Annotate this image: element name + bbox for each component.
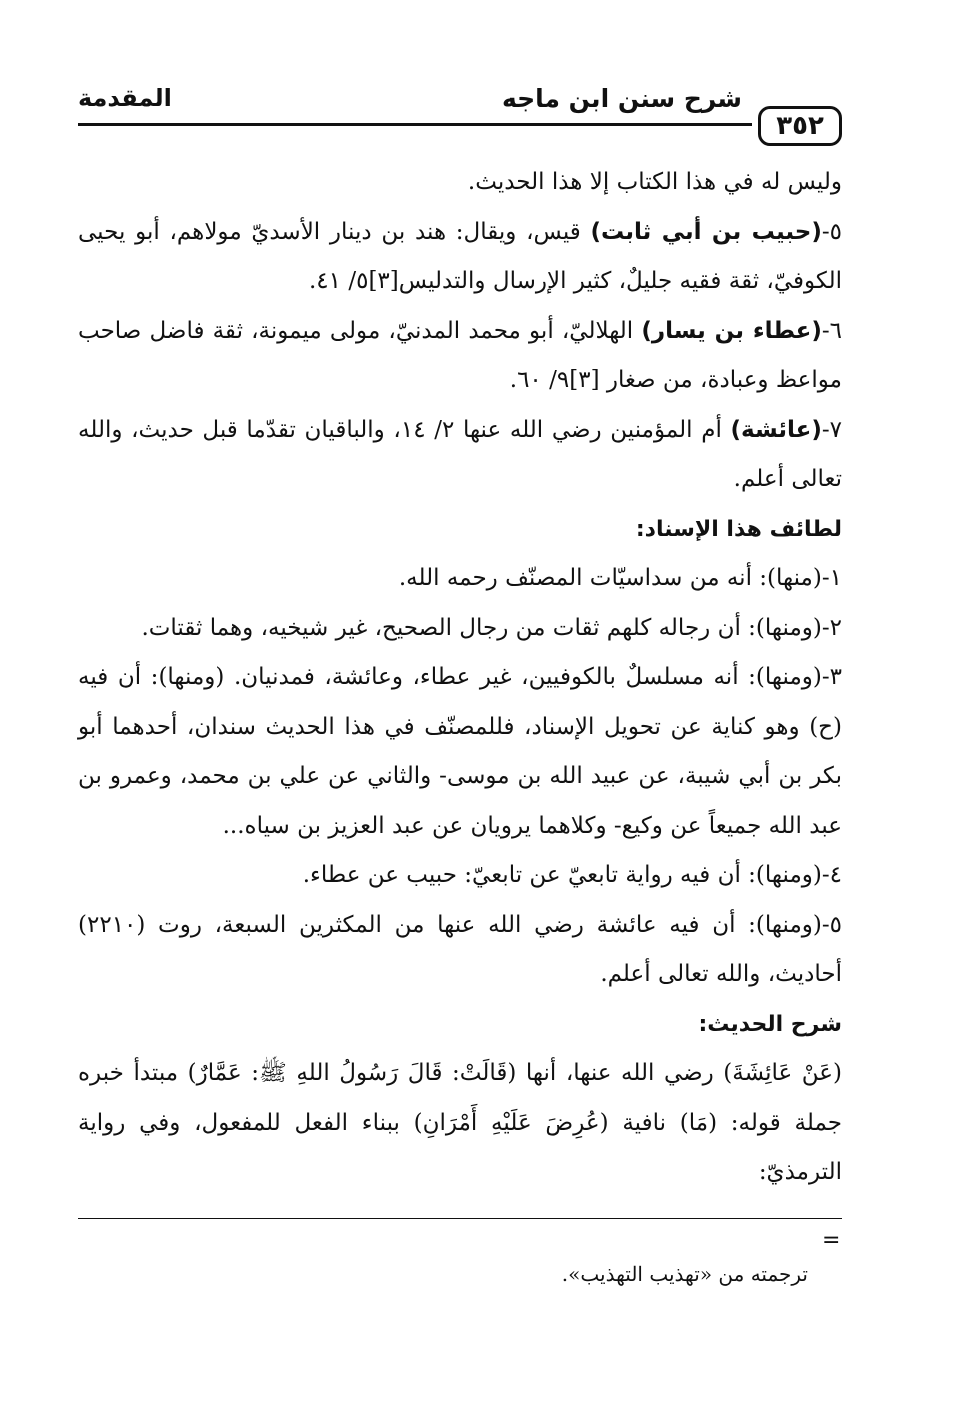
- item-tag: (منها): [767, 565, 822, 591]
- narrator-name: (عائشة): [730, 416, 822, 443]
- entry-text: أم المؤمنين رضي الله عنها ٢/ ١٤، والباقيان تقدّما قبل حديث، والله تعالى أعلم.: [78, 416, 842, 492]
- subtlety-5: [78, 901, 842, 1000]
- narrator-entry-7: [78, 406, 842, 505]
- item-text: : أن فيه رواية تابعيّ عن تابعيّ: حبيب عن عطاء.: [302, 862, 756, 888]
- quoted-text: (مَا): [679, 1109, 718, 1136]
- item-tag: (ومنها): [755, 614, 822, 641]
- subtlety-4: [78, 851, 842, 901]
- commentary-text: ببناء الفعل للمفعول، وفي رواية الترمذيّ:: [78, 1109, 842, 1185]
- narrator-name: (حبيب بن أبي ثابت): [590, 218, 822, 245]
- item-tag: (ومنها): [755, 911, 822, 938]
- item-number: ٣-: [821, 664, 842, 690]
- commentary-text: مبتدأ خبره جملة قوله:: [78, 1060, 842, 1136]
- narrator-entry-5: [78, 208, 842, 307]
- quoted-text: (عُرِضَ عَلَيْهِ أَمْرَانِ): [413, 1109, 609, 1136]
- book-title: شرح سنن ابن ماجه: [501, 84, 742, 113]
- subtlety-1: [78, 554, 842, 604]
- section-heading-chain: [78, 505, 842, 555]
- quoted-text: (عَنْ عَائِشَةَ): [723, 1060, 842, 1086]
- entry-number: ٦-: [821, 317, 842, 344]
- page-header: [78, 70, 842, 150]
- section-heading: لطائف هذا الإسناد:: [635, 516, 842, 542]
- footnote-continuation-mark: =: [822, 1228, 841, 1253]
- item-number: ٢-: [821, 614, 842, 641]
- item-number: ٤-: [821, 862, 842, 888]
- page-number: ٣٥٢: [758, 106, 842, 146]
- entry-text: قيس، ويقال: هند بن دينار الأسديّ مولاهم، أبو يحيى الكوفيّ، ثقة فقيه جليلٌ، كثير الإرسال والتدليس[٣]٥/ ٤١.: [78, 218, 842, 294]
- item-text: : أن فيه (ح) وهو كناية عن تحويل الإسناد، فللمصنّف في هذا الحديث سندان، أحدهما أبو بكر بن أبي شيبة، عن عبيد الله بن موسى- والثاني عن علي بن محمد، وعمرو بن عبد الله جميعاً عن وكيع- وكلاهما يرويان عن عبد العزيز بن سياه...: [78, 664, 842, 839]
- narrator-entry-6: [78, 307, 842, 406]
- item-text: : أن رجاله كلهم ثقات من رجال الصحيح، غير شيخيه، وهما ثقتات.: [141, 614, 756, 641]
- item-tag: (ومنها): [158, 664, 225, 690]
- item-tag: (ومنها): [755, 664, 822, 690]
- subtlety-2: [78, 604, 842, 654]
- entry-text: الهلاليّ، أبو محمد المدنيّ، مولى ميمونة، ثقة فاضل صاحب مواعظ وعبادة، من صغار [٣]٩/ ٦٠.: [78, 317, 842, 393]
- item-text: : أن فيه عائشة رضي الله عنها من المكثرين السبعة، روت (٢٢١٠) أحاديث، والله تعالى أعلم.: [78, 911, 842, 987]
- commentary-text: رضي الله عنها، أنها: [516, 1060, 724, 1086]
- item-number: ١-: [821, 565, 842, 591]
- item-text: : أنه من سداسيّات المصنّف رحمه الله.: [398, 565, 768, 591]
- explanation-paragraph: [78, 1049, 842, 1198]
- entry-number: ٧-: [821, 416, 842, 443]
- item-number: ٥-: [821, 911, 842, 938]
- item-text: : أنه مسلسلٌ بالكوفيين، غير عطاء، وعائشة، فمدنيان.: [224, 664, 756, 690]
- entry-number: ٥-: [821, 218, 842, 245]
- footnote-separator: [78, 1218, 842, 1219]
- section-title: المقدمة: [78, 84, 172, 112]
- paragraph-intro: [78, 158, 842, 208]
- narrator-name: (عطاء بن يسار): [641, 317, 822, 344]
- header-rule: [78, 123, 752, 126]
- section-heading: شرح الحديث:: [698, 1011, 842, 1037]
- quoted-text: (قَالَتْ: قَالَ رَسُولُ اللهِ ﷺ: عَمَّارٌ): [187, 1060, 517, 1086]
- footnote: ترجمته من «تهذيب التهذيب».: [561, 1262, 808, 1286]
- commentary-text: نافية: [608, 1109, 680, 1136]
- item-tag: (ومنها): [755, 862, 822, 888]
- paragraph-text: وليس له في هذا الكتاب إلا هذا الحديث.: [467, 169, 842, 195]
- subtlety-3: [78, 653, 842, 851]
- page-body: [78, 158, 842, 1198]
- section-heading-explanation: [78, 1000, 842, 1050]
